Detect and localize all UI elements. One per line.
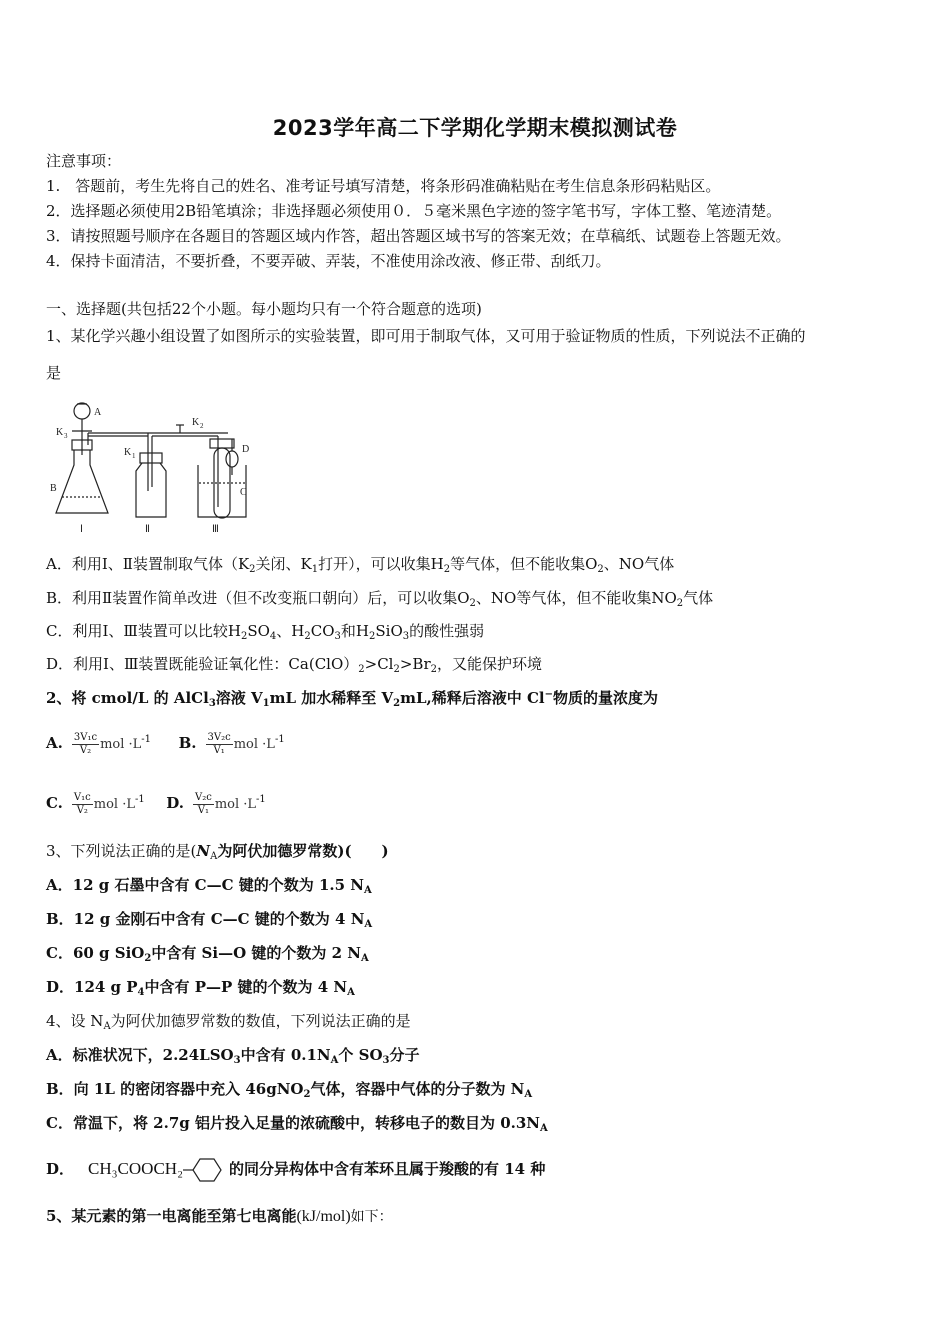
label-K: K [56, 427, 64, 438]
notice-item: 1. 答题前，考生先将自己的姓名、准考证号填写清楚，将条形码准确粘贴在考生信息条形码粘贴区。 [46, 177, 721, 195]
apparatus-figure [50, 395, 260, 540]
q4-stem: 4、设 $N_A$为阿伏加德罗常数的数值，下列说法正确的是 [46, 1012, 411, 1032]
q2-option-a-label: A. [46, 734, 63, 752]
beaker-III [198, 465, 246, 517]
structural-formula: CH₃COOCH₂ [88, 1159, 183, 1178]
bottle-II [136, 463, 166, 517]
q1-option-b: B．利用Ⅱ装置作简单改进（但不改变瓶口朝向）后，可以收集$O_2$、NO等气体，但不能收集$NO_2$气体 [46, 589, 714, 609]
section-heading: 一、选择题(共包括22个小题。每小题均只有一个符合题意的选项) [46, 300, 482, 318]
notice-item: 3．请按照题号顺序在各题目的答题区域内作答，超出答题区域书写的答案无效；在草稿纸、试题卷上答题无效。 [46, 227, 791, 245]
q2-option-d-label: D. [166, 794, 184, 812]
label-K: K [124, 447, 132, 458]
label-sub: 1 [132, 452, 136, 460]
q2-stem: 2、将 cmol/L 的 AlCl$_3$溶液 $V_1mL$ 加水稀释至 $V_2mL$,稀释后溶液中 Cl−物质的量浓度为 [46, 689, 659, 709]
label-B: B [50, 483, 57, 494]
q2-options-row-2: C. $\frac{\text{V₁c}}{\text{V₂}}$ mol $\cdot L^{-1}$ D. $\frac{\text{V₂c}}{\text{V₁}}$ mol $\cdot L^{-1}$ [46, 791, 266, 816]
q4-option-b: B．向 1L 的密闭容器中充入 46gNO$_2$气体，容器中气体的分子数为 $N_A$ [46, 1080, 533, 1100]
notice-heading: 注意事项： [46, 152, 122, 170]
q2-option-d-fraction: $\frac{\text{V₂c}}{\text{V₁}}$ [194, 791, 212, 816]
q4-option-c: C．常温下，将 2.7g 铝片投入足量的浓硫酸中，转移电子的数目为 $0.3N_A$ [46, 1114, 548, 1134]
q1-stem-cont: 是 [46, 364, 62, 382]
q2-options-row-1: A. $\frac{\text{3V₁c}}{\text{V₂}}$ mol $\cdot L^{-1}$ B. $\frac{\text{3V₂c}}{\text{V₁}}$ mol $\cdot L^{-1}$ [46, 731, 285, 756]
q1-stem: 1、某化学兴趣小组设置了如图所示的实验装置，即可用于制取气体，又可用于验证物质的性质，下列说法不正确的 [46, 327, 806, 345]
label-sub: 2 [200, 422, 204, 430]
q1-option-d: D．利用Ⅰ、Ⅲ装置既能验证氧化性：$Ca(ClO)_2>Cl_2>Br_2$，又能保护环境 [46, 655, 543, 675]
q2-option-b-fraction: $\frac{\text{3V₂c}}{\text{V₁}}$ [207, 731, 231, 756]
q3-option-b: B．12 g 金刚石中含有 C—C 键的个数为 4 $N_A$ [46, 910, 373, 930]
label-A: A [94, 407, 102, 418]
separatory-funnel [74, 403, 90, 419]
q3-stem: 3、下列说法正确的是($N_A$为阿伏加德罗常数)( ) [46, 842, 389, 862]
q3-option-a: A．12 g 石墨中含有 C—C 键的个数为 1.5 $N_A$ [46, 876, 372, 896]
label-sub: 3 [64, 432, 68, 440]
q2-option-c-fraction: $\frac{\text{V₁c}}{\text{V₂}}$ [73, 791, 91, 816]
q4-option-d: D． CH₃COOCH₂ 的同分异构体中含有苯环且属于羧酸的有 14 种 [46, 1155, 910, 1184]
q3-option-d: D．124 g $P_4$中含有 P—P 键的个数为 4 $N_A$ [46, 978, 355, 998]
q1-option-a: A．利用Ⅰ、Ⅱ装置制取气体（$K_2$关闭、$K_1$打开），可以收集$H_2$等气体，但不能收集$O_2$、NO气体 [46, 555, 675, 575]
q5-stem: 5、某元素的第一电离能至第七电离能(kJ/mol)如下： [46, 1207, 393, 1225]
q1-option-c: C．利用Ⅰ、Ⅲ装置可以比较$H_2SO_4$、$H_2CO_3$和$H_2SiO_3$的酸性强弱 [46, 622, 485, 642]
label-D: D [242, 444, 250, 455]
label-C: C [240, 487, 247, 498]
notice-item: 2．选择题必须使用2B铅笔填涂；非选择题必须使用０．５毫米黑色字迹的签字笔书写，字体工整、笔迹清楚。 [46, 202, 782, 220]
drying-tube-D [226, 451, 238, 467]
label-II: Ⅱ [145, 524, 150, 535]
q3-option-c: C．60 g SiO$_2$中含有 Si—O 键的个数为 2 $N_A$ [46, 944, 369, 964]
label-K: K [192, 417, 200, 428]
stopper-III [210, 439, 234, 448]
q4-option-a: A．标准状况下，$2.24LSO_3$中含有 $0.1N_A$个 $SO_3$分子 [46, 1046, 420, 1066]
notice-item: 4．保持卡面清洁，不要折叠，不要弄破、弄装，不准使用涂改液、修正带、刮纸刀。 [46, 252, 611, 270]
q2-option-c-label: C. [46, 794, 63, 812]
page-title: 2023学年高二下学期化学期末模拟测试卷 [272, 116, 678, 140]
q2-option-a-fraction: $\frac{\text{3V₁c}}{\text{V₂}}$ [73, 731, 98, 756]
conical-flask-I [56, 450, 108, 513]
label-I: Ⅰ [80, 524, 83, 535]
stopper-II [140, 453, 162, 463]
q2-option-b-label: B. [178, 734, 197, 752]
label-III: Ⅲ [212, 524, 219, 535]
benzene-ring-icon [183, 1156, 229, 1184]
